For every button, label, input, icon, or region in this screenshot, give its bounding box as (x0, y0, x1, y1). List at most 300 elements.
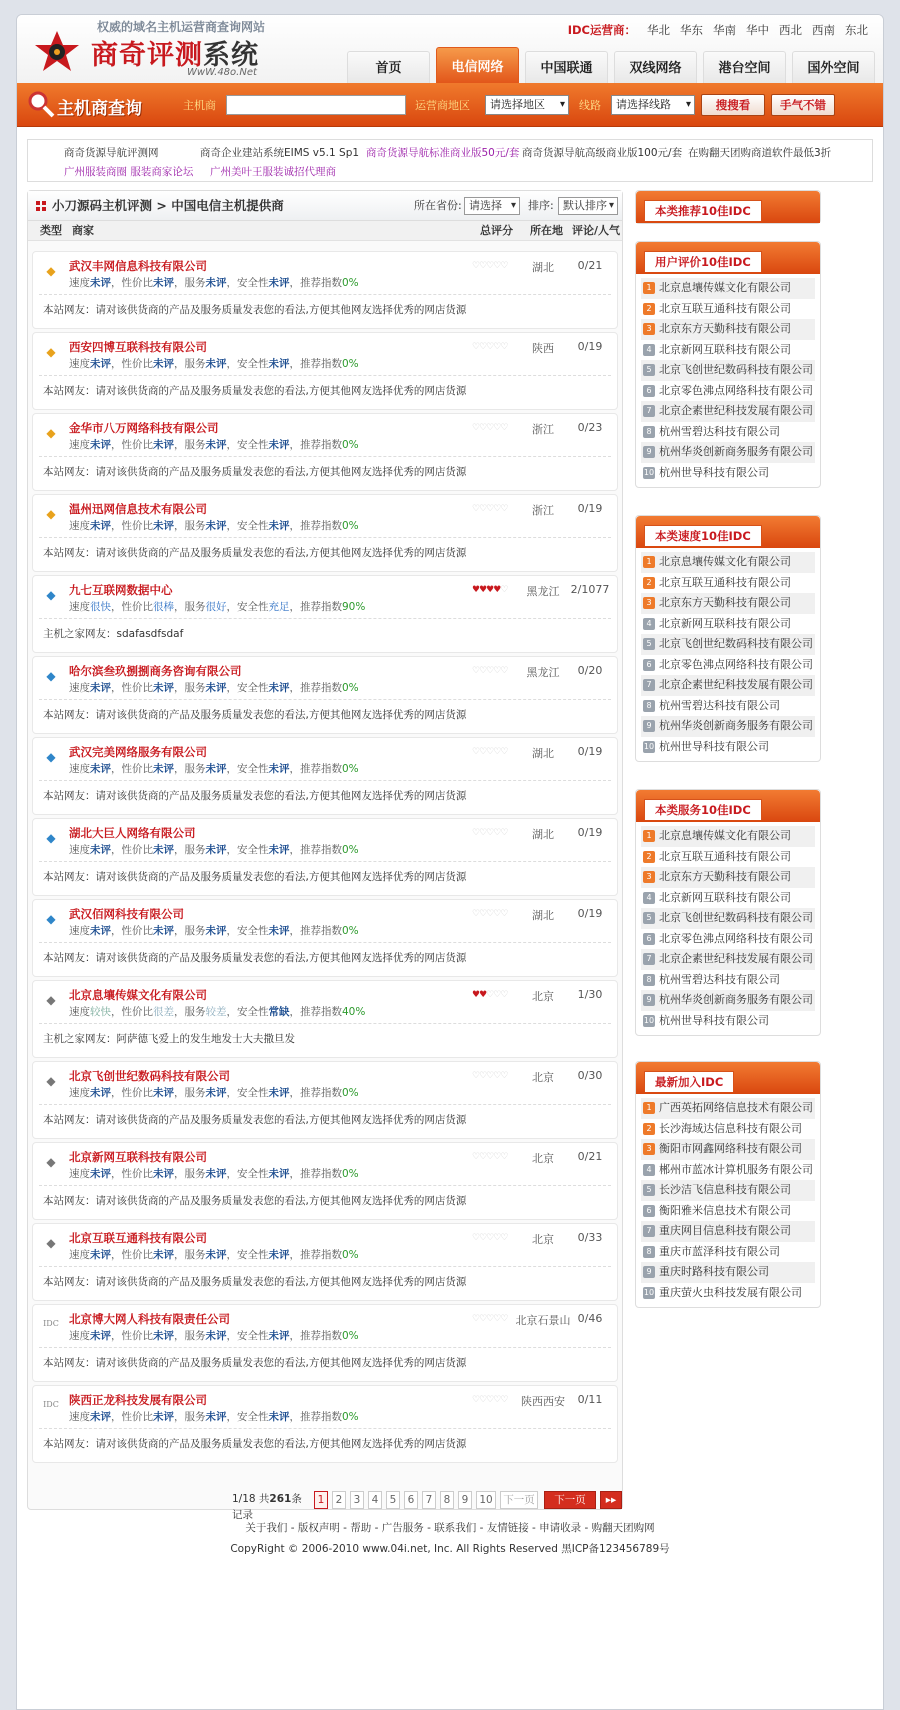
page-7[interactable]: 7 (422, 1491, 436, 1509)
provider-comment: 本站网友：请对该供货商的产品及服务质量发表您的看法,方便其他网友选择优秀的网店货源 (43, 790, 467, 802)
provider-name[interactable]: 北京飞创世纪数码科技有限公司 (69, 1069, 230, 1083)
sidebar-list (636, 822, 820, 1035)
sidebar-list-item[interactable] (641, 970, 815, 991)
provider-name[interactable]: 北京新网互联科技有限公司 (69, 1150, 207, 1164)
rank-badge: 6 (643, 1205, 655, 1217)
rank-badge: 7 (643, 1225, 655, 1237)
page-6[interactable]: 6 (404, 1491, 418, 1509)
sidebar-item-label: 北京企素世纪科技发展有限公司 (659, 952, 813, 965)
provider-metrics: 速度很快，性价比很棒，服务很好，安全性充足，推荐指数90% (69, 601, 366, 613)
provider-type-icon: ◆ (46, 669, 56, 683)
sidebar-item-label: 郴州市蓝冰计算机服务有限公司 (659, 1162, 813, 1176)
card-divider (39, 1266, 611, 1267)
sidebar-box-header (636, 790, 820, 822)
card-divider (39, 1428, 611, 1429)
provider-type-icon: ◆ (46, 588, 56, 602)
card-divider (39, 456, 611, 457)
provider-comment: 本站网友：请对该供货商的产品及服务质量发表您的看法,方便其他网友选择优秀的网店货源 (43, 709, 467, 721)
region-link[interactable]: 华北 (647, 23, 670, 37)
sort-select[interactable]: 默认排序 ▾ (558, 197, 618, 215)
nav-hk-tw[interactable]: 港台空间 (703, 51, 786, 83)
rank-badge: 7 (643, 679, 655, 691)
provider-comment-count[interactable]: 0/30 (577, 1069, 603, 1082)
rank-badge: 1 (643, 1102, 655, 1114)
region-link[interactable]: 西北 (779, 23, 802, 37)
star-icon: ♡ (493, 423, 501, 433)
sidebar-list-item[interactable] (641, 716, 815, 737)
provider-metrics: 速度未评，性价比未评，服务未评，安全性未评，推荐指数0% (69, 763, 359, 775)
sidebar-list-item[interactable] (641, 1119, 815, 1140)
star-icon: ♥ (486, 585, 494, 595)
sidebar-item-label: 北京互联互通科技有限公司 (659, 301, 791, 315)
sidebar-list-item[interactable] (641, 463, 815, 484)
nav-telecom[interactable]: 电信网络 (436, 47, 519, 83)
sidebar-item-label: 重庆时路科技有限公司 (659, 1265, 769, 1278)
sidebar-item-label: 杭州华炎创新商务服务有限公司 (659, 719, 813, 732)
region-link[interactable]: 东北 (845, 23, 868, 37)
provider-metrics: 速度未评，性价比未评，服务未评，安全性未评，推荐指数0% (69, 520, 359, 532)
sidebar-list-item[interactable] (641, 340, 815, 361)
star-icon: ♡ (486, 423, 494, 433)
star-icon: ♡ (486, 828, 494, 838)
col-type: 类型 (40, 224, 62, 237)
provider-card (32, 494, 618, 572)
sidebar-list-item[interactable] (641, 381, 815, 402)
provider-metrics: 速度较快，性价比很差，服务较差，安全性常缺，推荐指数40% (69, 1006, 366, 1018)
provider-location: 陕西西安 (521, 1395, 565, 1408)
rank-badge: 5 (643, 1184, 655, 1196)
rating-stars (472, 1395, 507, 1405)
sidebar-list-item[interactable] (641, 655, 815, 676)
provider-location: 浙江 (532, 423, 554, 436)
provider-type-icon: ◆ (46, 1074, 56, 1088)
rank-badge: 9 (643, 1266, 655, 1278)
provider-metrics: 速度未评，性价比未评，服务未评，安全性未评，推荐指数0% (69, 1330, 359, 1342)
star-icon: ♡ (479, 747, 487, 757)
rank-badge: 5 (643, 364, 655, 376)
card-divider (39, 618, 611, 619)
star-icon: ♡ (486, 990, 494, 1000)
provider-type-icon: IDC (43, 1319, 59, 1328)
star-icon: ♡ (486, 1314, 494, 1324)
sidebar-list-item[interactable] (641, 1262, 815, 1283)
promo-link[interactable]: 广州服装商圈 服装商家论坛 (64, 166, 194, 178)
star-icon: ♡ (479, 909, 487, 919)
page-4[interactable]: 4 (368, 1491, 382, 1509)
search-bar (17, 83, 883, 127)
sidebar-list-item[interactable] (641, 299, 815, 320)
sidebar-item-label: 北京息壤传媒文化有限公司 (659, 555, 791, 568)
star-icon: ♡ (500, 261, 508, 271)
star-icon: ♡ (493, 1395, 501, 1405)
sidebar-item-label: 广西英拓网络信息技术有限公司 (659, 1101, 813, 1114)
star-icon: ♥ (493, 585, 501, 595)
sidebar-list-item[interactable] (641, 847, 815, 868)
sidebar-list-item[interactable] (641, 422, 815, 443)
promo-link[interactable]: 商奇货源导航评测网 (64, 147, 159, 159)
line-select[interactable]: 请选择线路 ▾ (611, 95, 695, 115)
provider-name[interactable]: 武汉丰网信息科技有限公司 (69, 259, 207, 273)
rank-badge: 4 (643, 618, 655, 630)
breadcrumb-root[interactable]: 小刀源码主机评测 (52, 198, 153, 213)
star-icon: ♡ (493, 1233, 501, 1243)
sidebar-item-label: 杭州雪碧达科技有限公司 (659, 972, 780, 986)
line-label: 线路 (579, 99, 601, 112)
provider-comment-count[interactable]: 1/30 (577, 988, 603, 1001)
provider-card (32, 980, 618, 1058)
sidebar-item-label: 北京企素世纪科技发展有限公司 (659, 678, 813, 691)
region-select[interactable]: 请选择地区 ▾ (485, 95, 569, 115)
page-10[interactable]: 10 (476, 1491, 496, 1509)
page (16, 14, 884, 1710)
page-9[interactable]: 9 (458, 1491, 472, 1509)
sidebar-list-item[interactable] (641, 614, 815, 635)
header (17, 15, 883, 83)
sidebar-list-item[interactable] (641, 1160, 815, 1181)
promo-link[interactable]: 商奇货源导航标准商业版50元/套 (366, 147, 520, 159)
provider-comment-count[interactable]: 0/19 (577, 826, 603, 839)
rank-badge: 8 (643, 1246, 655, 1258)
nav-dual-line[interactable]: 双线网络 (614, 51, 697, 83)
sidebar-list (636, 1094, 820, 1307)
sidebar-list-item[interactable] (641, 990, 815, 1011)
sidebar-list-item[interactable] (641, 1011, 815, 1032)
rating-stars (472, 504, 507, 514)
grid-icon (36, 201, 46, 211)
sidebar-item-label: 北京零色沸点网络科技有限公司 (659, 657, 813, 671)
star-icon: ♡ (472, 1314, 480, 1324)
star-icon: ♡ (493, 747, 501, 757)
sidebar-list-item[interactable] (641, 1283, 815, 1304)
star-icon: ♡ (479, 1314, 487, 1324)
sidebar-list-item[interactable] (641, 1201, 815, 1222)
provider-name[interactable]: 北京息壤传媒文化有限公司 (69, 988, 207, 1002)
sidebar-item-label: 重庆萤火虫科技发展有限公司 (659, 1285, 802, 1299)
provider-metrics: 速度未评，性价比未评，服务未评，安全性未评，推荐指数0% (69, 682, 359, 694)
sidebar-item-label: 北京东方天勤科技有限公司 (659, 596, 791, 609)
rating-stars (472, 423, 507, 433)
record-info: 1/18 共261条记录 (232, 1493, 302, 1521)
provider-comment-count[interactable]: 0/19 (577, 340, 603, 353)
rank-badge: 3 (643, 871, 655, 883)
sidebar-list-item[interactable] (641, 696, 815, 717)
page-5[interactable]: 5 (386, 1491, 400, 1509)
provider-name[interactable]: 九七互联网数据中心 (69, 583, 173, 597)
provider-card (32, 1142, 618, 1220)
provider-comment-count[interactable]: 0/23 (577, 421, 603, 434)
sidebar-list-item[interactable] (641, 319, 815, 340)
star-icon: ♡ (479, 261, 487, 271)
star-icon: ♡ (479, 1152, 487, 1162)
star-icon: ♡ (500, 909, 508, 919)
footer (17, 1520, 883, 1556)
provider-metrics: 速度未评，性价比未评，服务未评，安全性未评，推荐指数0% (69, 925, 359, 937)
region-link[interactable]: 华南 (713, 23, 736, 37)
page-8[interactable]: 8 (440, 1491, 454, 1509)
sidebar-list-item[interactable] (641, 552, 815, 573)
nav-unicom[interactable]: 中国联通 (525, 51, 608, 83)
sidebar-list-item[interactable] (641, 949, 815, 970)
idc-regions (568, 22, 873, 38)
provider-name[interactable]: 武汉佰网科技有限公司 (69, 907, 184, 921)
page-2[interactable]: 2 (332, 1491, 346, 1509)
rating-stars (472, 1314, 507, 1324)
rank-badge: 4 (643, 1164, 655, 1176)
provider-card (32, 737, 618, 815)
provider-comment-count[interactable]: 0/21 (577, 259, 603, 272)
sidebar-list-item[interactable] (641, 908, 815, 929)
sidebar-item-label: 杭州雪碧达科技有限公司 (659, 698, 780, 712)
sidebar-box-title: 用户评价10佳IDC (644, 251, 762, 272)
logo-red: 商奇评测 (91, 40, 203, 71)
provider-comment-count[interactable]: 2/1077 (570, 583, 610, 596)
provider-name[interactable]: 西安四博互联科技有限公司 (69, 340, 207, 354)
sidebar-list-item[interactable] (641, 573, 815, 594)
provider-comment-count[interactable]: 0/11 (577, 1393, 603, 1406)
rating-stars (472, 828, 507, 838)
rank-badge: 3 (643, 597, 655, 609)
rank-badge: 2 (643, 303, 655, 315)
sidebar-item-label: 北京息壤传媒文化有限公司 (659, 281, 791, 294)
rating-stars (472, 342, 507, 352)
sidebar-list-item[interactable] (641, 867, 815, 888)
provider-type-icon: ◆ (46, 264, 56, 278)
rank-badge: 4 (643, 344, 655, 356)
sidebar-item-label: 北京新网互联科技有限公司 (659, 616, 791, 630)
promo-link[interactable]: 商奇企业建站系统EIMS v5.1 Sp1 (200, 147, 360, 159)
sidebar-list-item[interactable] (641, 675, 815, 696)
star-icon: ♡ (493, 828, 501, 838)
logo-icon (33, 29, 81, 77)
rating-stars (472, 261, 507, 271)
provider-type-icon: ◆ (46, 507, 56, 521)
sidebar-list-item[interactable] (641, 1221, 815, 1242)
province-select[interactable]: 请选择 ▾ (464, 197, 520, 215)
star-icon: ♡ (486, 504, 494, 514)
provider-metrics: 速度未评，性价比未评，服务未评，安全性未评，推荐指数0% (69, 1411, 359, 1423)
rating-stars (472, 909, 507, 919)
sidebar-item-label: 北京飞创世纪数码科技有限公司 (659, 363, 813, 376)
card-divider (39, 1185, 611, 1186)
provider-comment: 主机之家网友：sdafasdfsdaf (43, 628, 184, 640)
star-icon: ♡ (500, 1071, 508, 1081)
sidebar-list (636, 274, 820, 487)
star-icon: ♡ (500, 1233, 508, 1243)
provider-location: 黑龙江 (526, 666, 560, 679)
sidebar-item-label: 长沙洁飞信息科技有限公司 (659, 1183, 791, 1196)
star-icon: ♡ (472, 747, 480, 757)
promo-link[interactable]: 商奇货源导航高级商业版100元/套 (522, 147, 683, 159)
sidebar-item-label: 重庆网目信息科技有限公司 (659, 1224, 791, 1237)
sidebar-list-item[interactable] (641, 888, 815, 909)
provider-comment: 本站网友：请对该供货商的产品及服务质量发表您的看法,方便其他网友选择优秀的网店货源 (43, 952, 467, 964)
region-label: 运营商地区 (415, 99, 470, 112)
rank-badge: 4 (643, 892, 655, 904)
provider-name[interactable]: 陕西正龙科技发展有限公司 (69, 1393, 207, 1407)
page-1[interactable]: 1 (314, 1491, 328, 1509)
lucky-button[interactable]: 手气不错 (771, 94, 835, 116)
provider-card (32, 656, 618, 734)
rank-badge: 5 (643, 912, 655, 924)
promo-link[interactable]: 在购翻天团购商道软件最低3折 (688, 147, 832, 159)
last-page-icon[interactable]: ▸▸ (600, 1491, 622, 1509)
provider-comment-count[interactable]: 0/33 (577, 1231, 603, 1244)
provider-location: 北京 (532, 990, 554, 1003)
provider-comment: 主机之家网友：阿萨德飞爱上的发生地发士大夫撒旦发 (43, 1033, 295, 1045)
star-icon: ♡ (493, 261, 501, 271)
provider-card (32, 818, 618, 896)
rating-stars (472, 585, 507, 595)
provider-name[interactable]: 北京互联互通科技有限公司 (69, 1231, 207, 1245)
provider-comment-count[interactable]: 0/19 (577, 502, 603, 515)
card-divider (39, 537, 611, 538)
sidebar-list-item[interactable] (641, 1098, 815, 1119)
provider-comment-count[interactable]: 0/46 (577, 1312, 603, 1325)
sort-label: 排序: (528, 199, 554, 212)
sidebar-list-item[interactable] (641, 737, 815, 758)
col-score: 总评分 (480, 224, 513, 237)
provider-comment: 本站网友：请对该供货商的产品及服务质量发表您的看法,方便其他网友选择优秀的网店货源 (43, 1276, 467, 1288)
rank-badge: 7 (643, 953, 655, 965)
rank-badge: 3 (643, 1143, 655, 1155)
search-icon (27, 90, 55, 118)
sidebar-box-header (636, 1062, 820, 1094)
provider-name[interactable]: 金华市八万网络科技有限公司 (69, 421, 219, 435)
provider-comment-count[interactable]: 0/19 (577, 745, 603, 758)
sidebar-list-item[interactable] (641, 360, 815, 381)
provider-type-icon: ◆ (46, 1236, 56, 1250)
star-icon: ♡ (500, 1152, 508, 1162)
provider-type-icon: IDC (43, 1400, 59, 1409)
sidebar-list-item[interactable] (641, 1242, 815, 1263)
rank-badge: 9 (643, 994, 655, 1006)
nav-overseas[interactable]: 国外空间 (792, 51, 875, 83)
star-icon: ♡ (486, 747, 494, 757)
provider-name[interactable]: 武汉完美网络服务有限公司 (69, 745, 207, 759)
provider-comment-count[interactable]: 0/21 (577, 1150, 603, 1163)
sidebar-item-label: 北京零色沸点网络科技有限公司 (659, 383, 813, 397)
sidebar-list-item[interactable] (641, 401, 815, 422)
provider-card (32, 1061, 618, 1139)
region-link[interactable]: 华中 (746, 23, 769, 37)
sidebar-list-item[interactable] (641, 442, 815, 463)
star-icon: ♡ (500, 990, 508, 1000)
region-link[interactable]: 西南 (812, 23, 835, 37)
pagination (28, 1491, 622, 1521)
column-header (28, 221, 622, 241)
provider-metrics: 速度未评，性价比未评，服务未评，安全性未评，推荐指数0% (69, 844, 359, 856)
region-link[interactable]: 华东 (680, 23, 703, 37)
star-icon: ♡ (493, 1152, 501, 1162)
star-icon: ♡ (472, 1395, 480, 1405)
provider-metrics: 速度未评，性价比未评，服务未评，安全性未评，推荐指数0% (69, 1087, 359, 1099)
sidebar-list-item[interactable] (641, 929, 815, 950)
sidebar-list (636, 548, 820, 761)
star-icon: ♥ (472, 585, 480, 595)
sidebar-box-header (636, 516, 820, 548)
sidebar-item-label: 杭州世导科技有限公司 (659, 739, 769, 753)
star-icon: ♡ (472, 261, 480, 271)
idc-label: IDC运营商： (567, 23, 636, 37)
col-merchant: 商家 (72, 224, 94, 237)
provider-metrics: 速度未评，性价比未评，服务未评，安全性未评，推荐指数0% (69, 1249, 359, 1261)
star-icon: ♡ (486, 1071, 494, 1081)
star-icon: ♡ (500, 423, 508, 433)
sidebar-box-title: 最新加入IDC (644, 1071, 734, 1092)
provider-type-icon: ◆ (46, 1155, 56, 1169)
sidebar-item-label: 北京零色沸点网络科技有限公司 (659, 931, 813, 945)
rank-badge: 2 (643, 1123, 655, 1135)
provider-metrics: 速度未评，性价比未评，服务未评，安全性未评，推荐指数0% (69, 1168, 359, 1180)
provider-name[interactable]: 温州迅网信息技术有限公司 (69, 502, 207, 516)
sidebar-item-label: 重庆市蓝泽科技有限公司 (659, 1244, 780, 1258)
rank-badge: 2 (643, 577, 655, 589)
provider-comment: 本站网友：请对该供货商的产品及服务质量发表您的看法,方便其他网友选择优秀的网店货源 (43, 1195, 467, 1207)
star-icon: ♡ (479, 1395, 487, 1405)
provider-metrics: 速度未评，性价比未评，服务未评，安全性未评，推荐指数0% (69, 277, 359, 289)
star-icon: ♡ (472, 828, 480, 838)
sidebar-list-item[interactable] (641, 1139, 815, 1160)
col-comments: 评论/人气 (572, 224, 621, 237)
nav-home[interactable]: 首页 (347, 51, 430, 83)
search-button[interactable]: 搜搜看 (701, 94, 765, 116)
provider-type-icon: ◆ (46, 912, 56, 926)
sidebar-item-label: 北京企素世纪科技发展有限公司 (659, 404, 813, 417)
slogan: 权威的域名主机运营商查询网站 (97, 20, 266, 34)
provider-card (32, 899, 618, 977)
star-icon: ♥ (472, 990, 480, 1000)
rank-badge: 5 (643, 638, 655, 650)
page-3[interactable]: 3 (350, 1491, 364, 1509)
promo-link[interactable]: 广州美叶王服装诚招代理商 (210, 166, 336, 178)
sidebar-item-label: 杭州雪碧达科技有限公司 (659, 424, 780, 438)
provider-name[interactable]: 北京博大网人科技有限责任公司 (69, 1312, 230, 1326)
rank-badge: 8 (643, 974, 655, 986)
sidebar-box (635, 1061, 821, 1308)
sidebar-list-item[interactable] (641, 1180, 815, 1201)
host-input[interactable] (226, 95, 406, 115)
card-divider (39, 699, 611, 700)
provider-name[interactable]: 湖北大巨人网络有限公司 (69, 826, 196, 840)
provider-metrics: 速度未评，性价比未评，服务未评，安全性未评，推荐指数0% (69, 358, 359, 370)
sidebar-list-item[interactable] (641, 278, 815, 299)
rating-stars (472, 1152, 507, 1162)
rank-badge: 2 (643, 851, 655, 863)
provider-metrics: 速度未评，性价比未评，服务未评，安全性未评，推荐指数0% (69, 439, 359, 451)
sidebar-list-item[interactable] (641, 826, 815, 847)
provider-comment-count[interactable]: 0/20 (577, 664, 603, 677)
star-icon: ♡ (500, 342, 508, 352)
sidebar-box (635, 190, 821, 224)
card-divider (39, 942, 611, 943)
sidebar-item-label: 北京互联互通科技有限公司 (659, 575, 791, 589)
footer-links[interactable]: 关于我们 - 版权声明 - 帮助 - 广告服务 - 联系我们 - 友情链接 - 申请收录 - 购翻天团购网 (245, 1522, 655, 1534)
provider-name[interactable]: 哈尔滨叁玖捌捌商务咨询有限公司 (69, 664, 242, 678)
provider-comment-count[interactable]: 0/19 (577, 907, 603, 920)
next-page-button[interactable]: 下一页 (544, 1491, 596, 1509)
sidebar-box-title: 本类服务10佳IDC (644, 799, 762, 820)
sidebar-box-title: 本类速度10佳IDC (644, 525, 762, 546)
sidebar-box (635, 515, 821, 762)
star-icon: ♡ (472, 666, 480, 676)
star-icon: ♡ (500, 504, 508, 514)
sidebar-list-item[interactable] (641, 593, 815, 614)
provider-type-icon: ◆ (46, 345, 56, 359)
sidebar-list-item[interactable] (641, 634, 815, 655)
host-label: 主机商 (183, 99, 216, 112)
sidebar-item-label: 衡阳雅米信息技术有限公司 (659, 1203, 791, 1217)
next-page-disabled: 下一页 (500, 1491, 538, 1509)
